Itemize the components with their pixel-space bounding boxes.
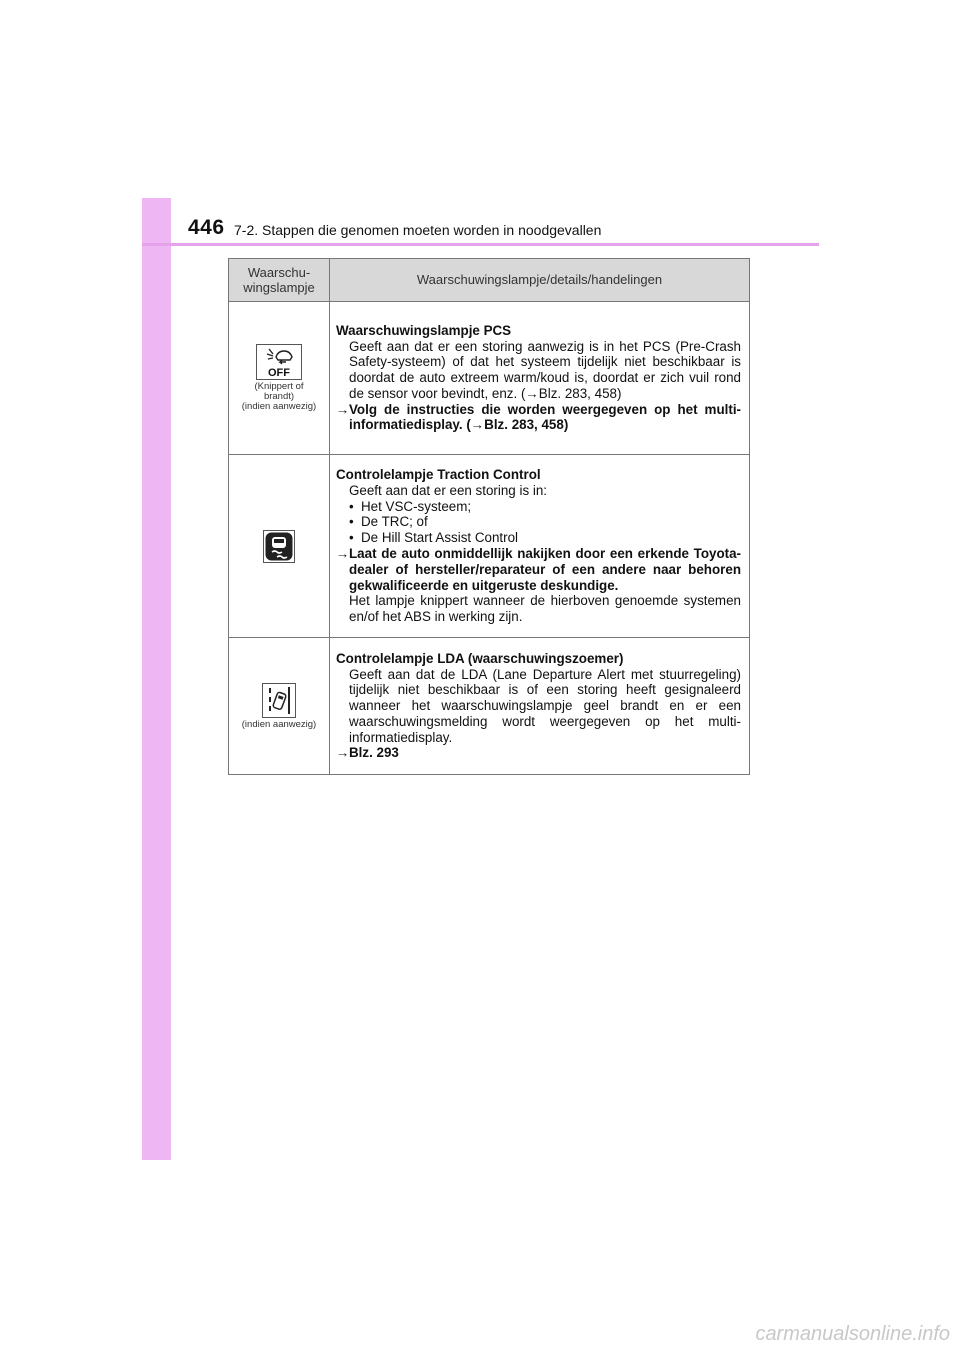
row-title: Controlelampje Traction Control bbox=[336, 467, 541, 483]
section-title: 7-2. Stappen die genomen moeten worden in noodgevallen bbox=[234, 222, 602, 238]
row-intro: Geeft aan dat er een storing is in: bbox=[349, 482, 548, 498]
row-title: Waarschuwingslampje PCS bbox=[336, 322, 512, 338]
table-row bbox=[229, 302, 750, 455]
row-action-text: Blz. 293 bbox=[349, 745, 399, 761]
row-title: Controlelampje LDA (waarschuwingszoemer) bbox=[336, 650, 624, 666]
details-cell bbox=[330, 638, 750, 775]
row-action bbox=[336, 402, 741, 434]
table-row bbox=[229, 455, 750, 638]
row-action-text: Volg de instructies die worden weergegeven op het multi-informatiedisplay. (→Blz. 283, 458) bbox=[349, 401, 741, 433]
column-header-details: Waarschuwingslampje/details/handelingen bbox=[330, 259, 750, 302]
row-action bbox=[336, 745, 741, 761]
side-tab-band bbox=[142, 198, 171, 1160]
column-header-lamp bbox=[229, 259, 330, 302]
pcs-off-warning-icon bbox=[256, 344, 302, 380]
table-header-row bbox=[229, 259, 750, 302]
row-description: Geeft aan dat er een storing aanwezig is in het PCS (Pre-Crash Safety-systeem) of dat het systeem tijdelijk niet beschikbaar is doordat de auto extreem warm/koud is, doordat er zich vuil rond de sensor voor bevindt, enz. (→Blz. 283, 458) bbox=[349, 338, 741, 401]
warning-lamp-table bbox=[228, 258, 750, 775]
row-note: Het lampje knippert wanneer de hierboven genoemde systemen en/of het ABS in werking zijn. bbox=[349, 593, 741, 625]
lamp-cell bbox=[229, 302, 330, 455]
watermark-footer: carmanualsonline.info bbox=[755, 1323, 950, 1345]
row-description: Geeft aan dat de LDA (Lane Departure Alert met stuurregeling) tijdelijk niet beschikbaar is of een storing heeft gesignaleerd wanneer het waarschuwingslampje geel brandt en er een waarschuwingsmelding wordt weergegeven op het multi-informatiedisplay. bbox=[349, 666, 741, 745]
list-item: • Het VSC-systeem; bbox=[349, 498, 472, 514]
details-cell bbox=[330, 302, 750, 455]
page-number: 446 bbox=[188, 216, 225, 239]
svg-text:OFF: OFF bbox=[268, 367, 290, 379]
arrow-icon: → bbox=[336, 745, 350, 761]
list-item: • De TRC; of bbox=[349, 514, 428, 530]
lamp-cell bbox=[229, 455, 330, 638]
lane-departure-alert-icon bbox=[262, 683, 296, 718]
row-action bbox=[336, 546, 741, 593]
header-rule bbox=[142, 243, 819, 246]
list-item: • De Hill Start Assist Control bbox=[349, 530, 519, 546]
table-row bbox=[229, 638, 750, 775]
arrow-icon: → bbox=[336, 401, 350, 417]
traction-control-icon bbox=[263, 530, 295, 563]
column-header-lamp-label: Waarschu- wingslampje bbox=[243, 265, 315, 295]
lamp-cell bbox=[229, 638, 330, 775]
details-cell bbox=[330, 455, 750, 638]
lda-caption: (indien aanwezig) bbox=[241, 718, 317, 730]
arrow-icon: → bbox=[336, 546, 350, 561]
row-action-text: Laat de auto onmiddellijk nakijken door een erkende Toyota-dealer of hersteller/reparateur of een andere naar behoren gekwalificeerde en uitgeruste deskundige. bbox=[349, 546, 741, 593]
pcs-caption: (Knippert of brandt) (indien aanwezig) bbox=[241, 381, 317, 412]
